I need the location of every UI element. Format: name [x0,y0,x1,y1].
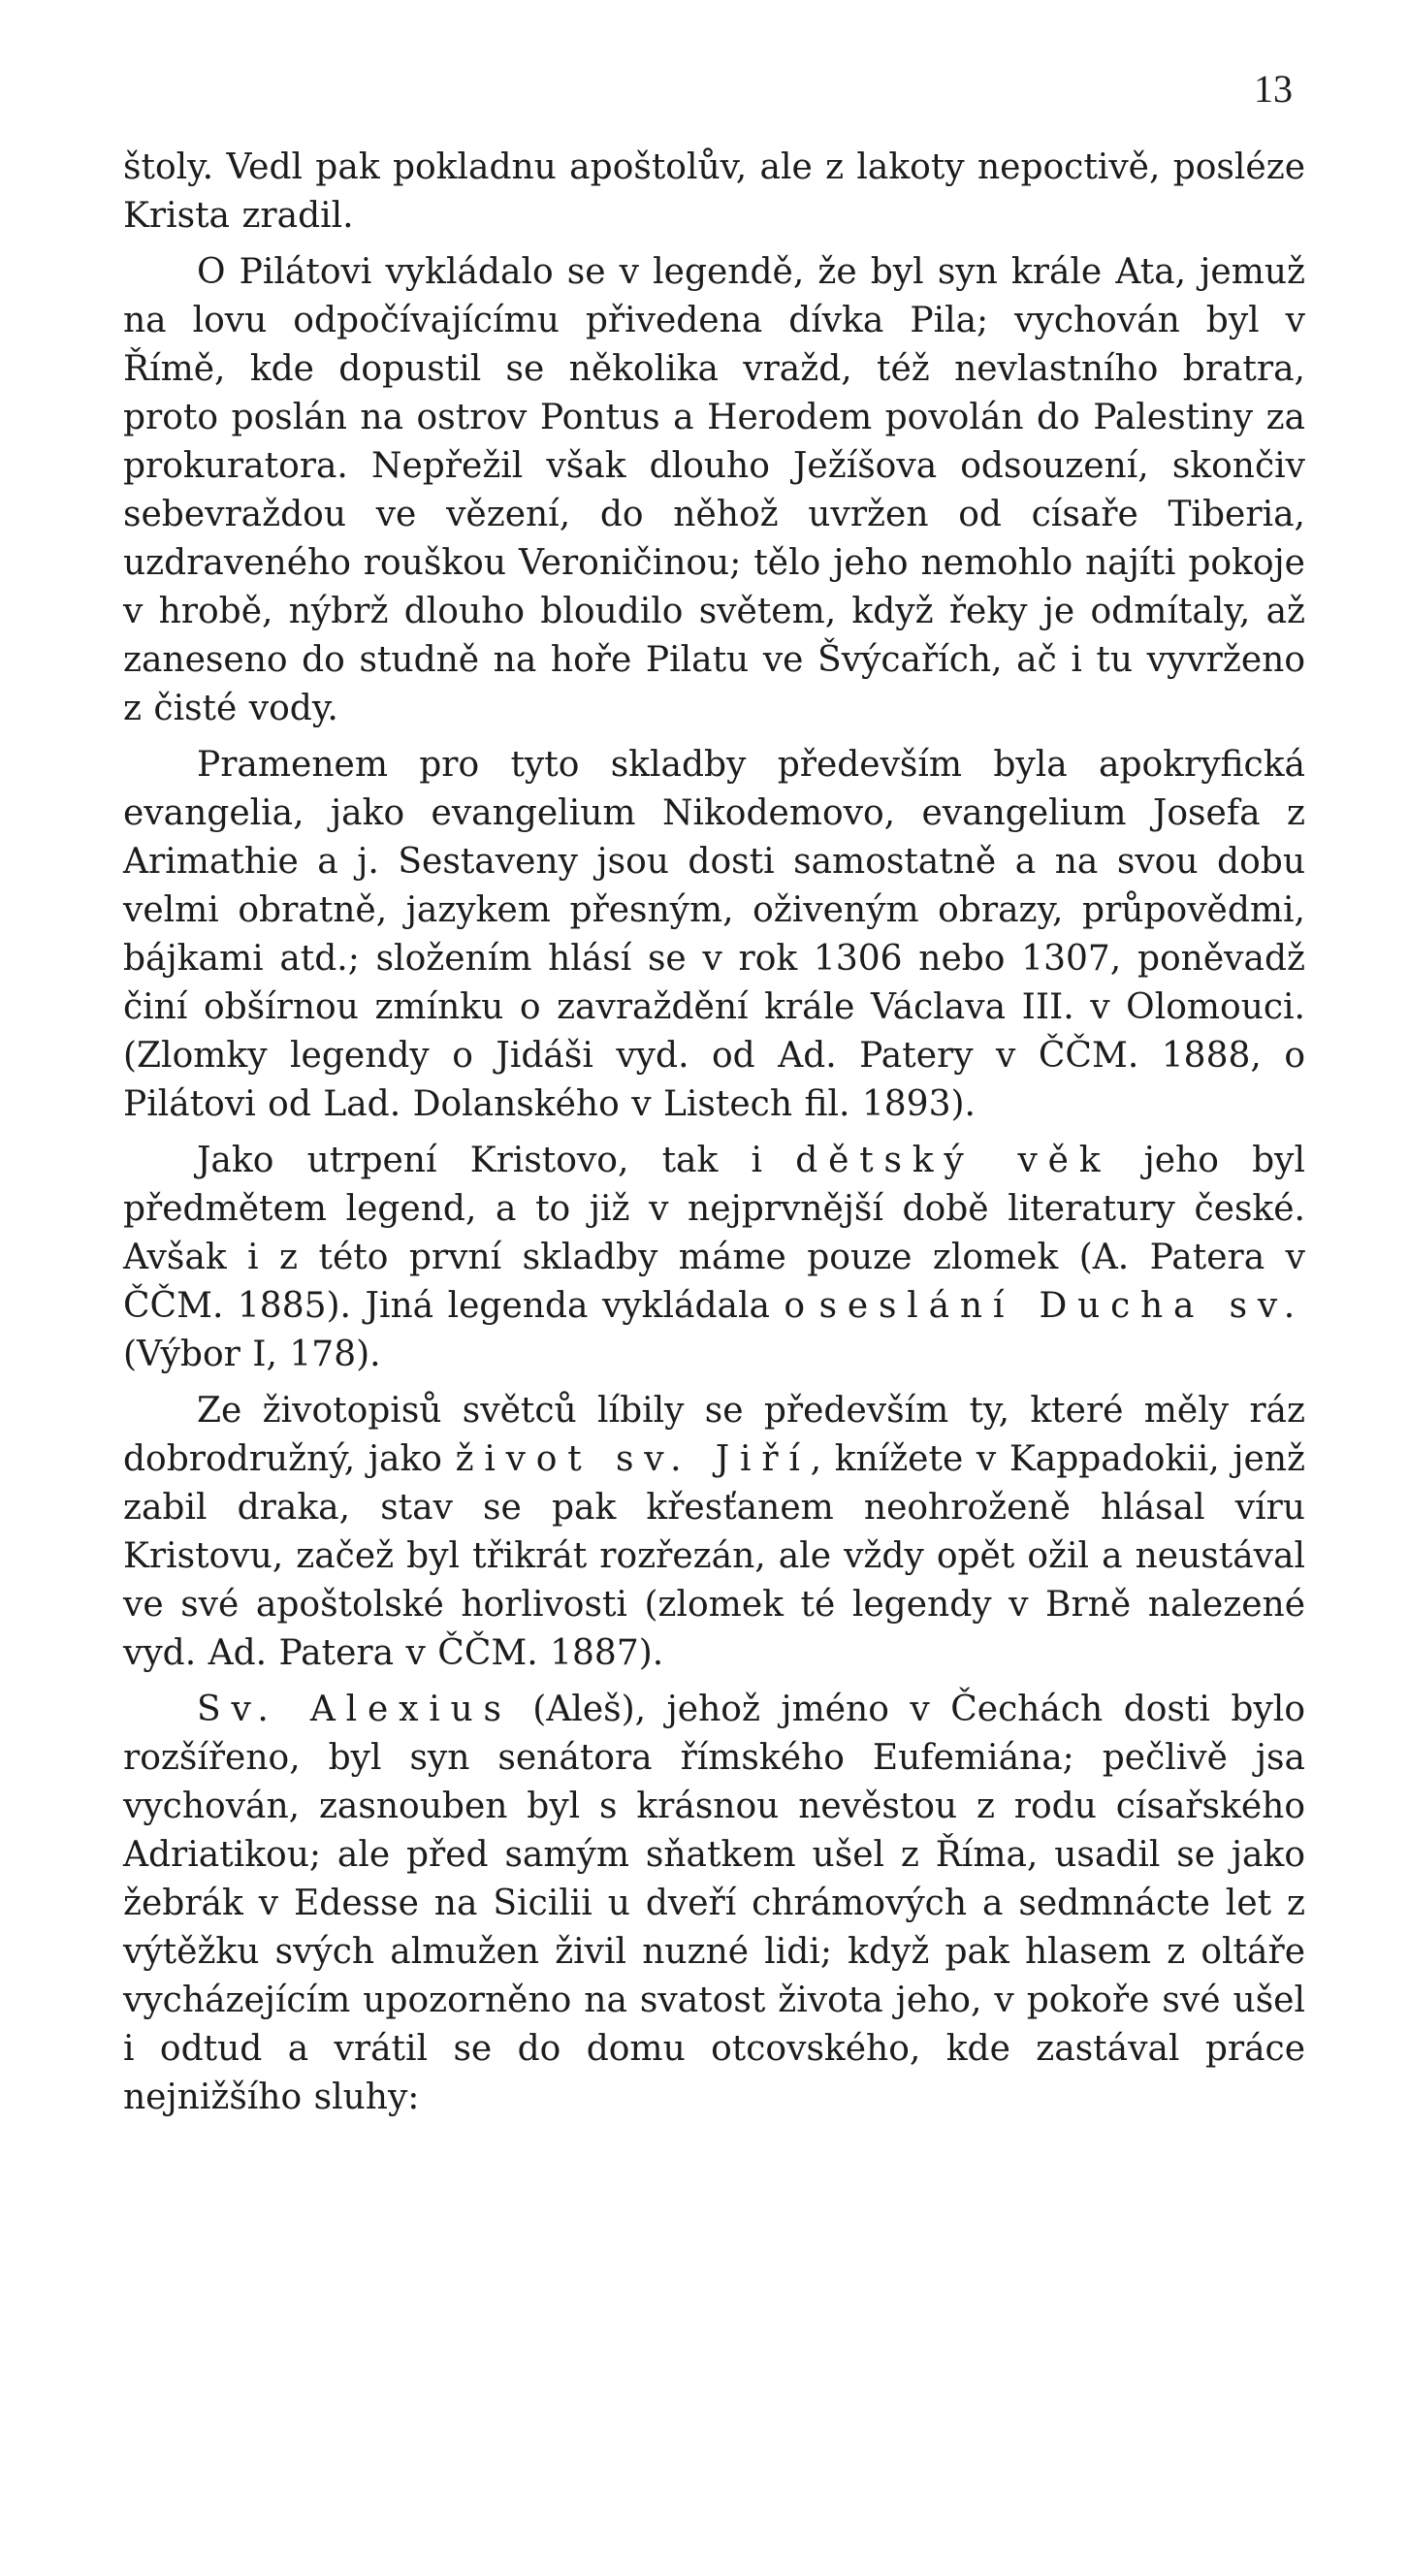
text-run: , knížete v Kappadokii, jenž zabil draka, stav se pak křesťanem neohroženě hlásal víru Kristovu, začež byl třikrát rozřezán, ale vždy opět ožil a neustával ve své apoštolské horlivosti (zlomek té legendy v Brně nalezené vyd. Ad. Patera v ČČM. 1887). [123,1439,1305,1673]
text-run: Ze životopisů světců líbily se především ty, které měly ráz dobrodružný, jako [123,1391,1305,1479]
text-run: štoly. Vedl pak pokladnu apoštolův, ale z lakoty nepoctivě, posléze Krista zradil. [123,147,1305,236]
paragraph [123,248,1305,733]
paragraph [123,1387,1305,1678]
text-run: Pramenem pro tyto skladby především byla apokryfická evangelia, jako evangelium Nikodemovo, evangelium Josefa z Arimathie a j. Sestaveny jsou dosti samostatně a na svou dobu velmi obratně, jazykem přesným, oživeným obrazy, průpovědmi, bájkami atd.; složením hlásí se v rok 1306 nebo 1307, poněvadž činí obšírnou zmínku o zavraždění krále Václava III. v Olomouci. (Zlomky legendy o Jidáši vyd. od Ad. Patery v ČČM. 1888, o Pilátovi od Lad. Dolanského v Listech fil. 1893). [123,745,1305,1124]
paragraph [123,1686,1305,2122]
paragraph [123,144,1305,241]
body-text [123,144,1305,2130]
text-run: O Pilátovi vykládalo se v legendě, že byl syn krále Ata, jemuž na lovu odpočívajícímu přivedena dívka Pila; vychován byl v Římě, kde dopustil se několika vražd, též nevlastního bratra, proto poslán na ostrov Pontus a Herodem povolán do Palestiny za prokuratora. Nepřežil však dlouho Ježíšova odsouzení, skončiv sebevraždou ve vězení, do něhož uvržen od císaře Tiberia, uzdraveného rouškou Veroničinou; tělo jeho nemohlo najíti pokoje v hrobě, nýbrž dlouho bloudilo světem, když řeky je odmítaly, až zaneseno do studně na hoře Pilatu ve Švýcařích, ač i tu vyvrženo z čisté vody. [123,252,1305,728]
paragraph [123,741,1305,1129]
emphasized-text: seslání Ducha sv. [818,1286,1305,1326]
paragraph [123,1137,1305,1379]
page-number: 13 [1254,67,1293,111]
text-run: (Aleš), jehož jméno v Čechách dosti bylo rozšířeno, byl syn senátora římského Eufemiána; pečlivě jsa vychován, zasnouben byl s krásnou nevěstou z rodu císařského Adriatikou; ale před samým sňatkem ušel z Říma, usadil se jako žebrák v Edesse na Sicilii u dveří chrámových a sedmnácte let z výtěžku svých almužen živil nuzné lidi; když pak hlasem z oltáře vycházejícím upozorněno na svatost života jeho, v pokoře své ušel i odtud a vrátil se do domu otcovského, kde zastával práce nejnižšího sluhy: [123,1690,1305,2117]
emphasized-text: dětský věk [795,1141,1111,1180]
emphasized-text: život sv. Jiří [455,1439,811,1479]
text-run: Jako utrpení Kristovo, tak i [197,1141,796,1180]
emphasized-text: Sv. Alexius [197,1690,512,1729]
text-run: (Výbor I, 178). [123,1335,381,1374]
text-run: jeho byl předmětem legend, a to již v nejprvnější době literatury české. Avšak i z této první skladby máme pouze zlomek (A. Patera v ČČM. 1885). Jiná legenda vykládala o [123,1141,1306,1326]
